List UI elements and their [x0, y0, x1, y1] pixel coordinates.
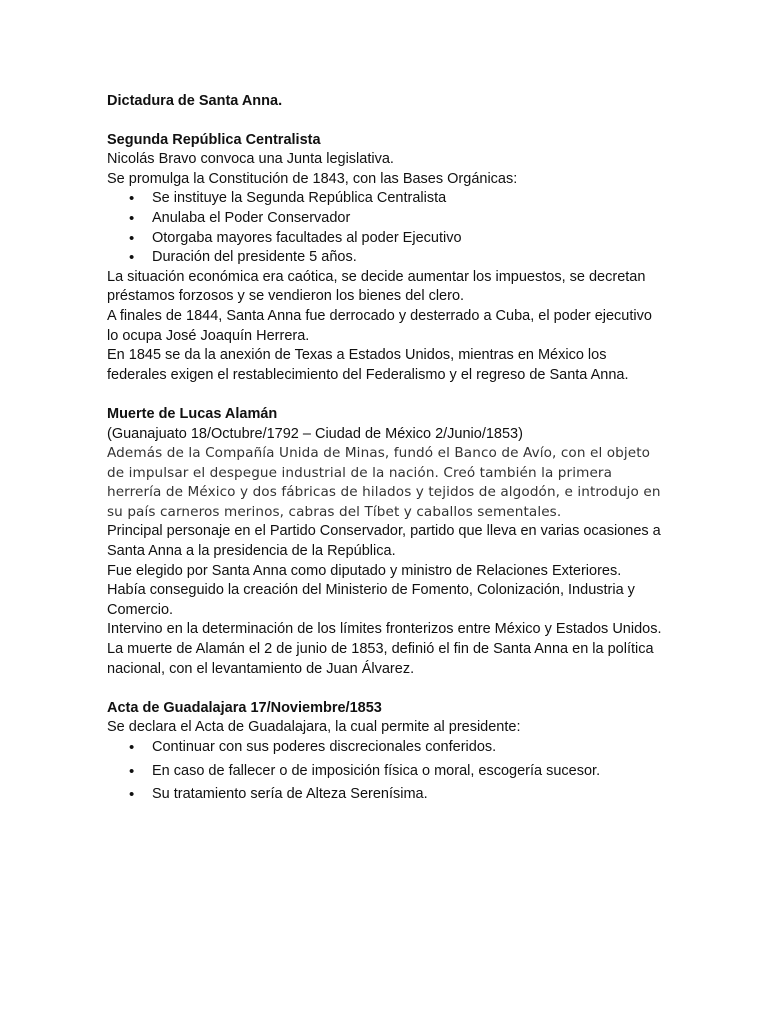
paragraph: Había conseguido la creación del Ministerio de Fomento, Colonización, Industria y Comercio.: [107, 582, 635, 618]
list-item: • Se instituye la Segunda República Centralista: [107, 189, 667, 209]
document-title: Dictadura de Santa Anna.: [107, 93, 283, 109]
paragraph: Además de la Compañía Unida de Minas, fundó el Banco de Avío, con el objeto de impulsar el despegue industrial de la nación. Creó también la primera herrería de México y dos fábricas de hilados y tejidos de algodón, e introdujo en su país carneros merinos, cabras del Tíbet y caballos sementales.: [107, 445, 661, 520]
list-item: • En caso de fallecer o de imposición física o moral, escogería sucesor.: [107, 762, 667, 782]
bullet-list: [107, 189, 667, 267]
paragraph: Se promulga la Constitución de 1843, con las Bases Orgánicas:: [107, 170, 518, 187]
section-lucas-alaman: [107, 405, 667, 679]
list-item: • Anulaba el Poder Conservador: [107, 209, 667, 229]
list-item: • Duración del presidente 5 años.: [107, 248, 667, 268]
paragraph: Fue elegido por Santa Anna como diputado y ministro de Relaciones Exteriores.: [107, 562, 622, 579]
section-heading: Acta de Guadalajara 17/Noviembre/1853: [107, 699, 382, 716]
paragraph: Principal personaje en el Partido Conservador, partido que lleva en varias ocasiones a Santa Anna a la presidencia de la República.: [107, 523, 661, 560]
section-heading: Segunda República Centralista: [107, 131, 321, 148]
bullet-list: [107, 738, 667, 805]
paragraph: Se declara el Acta de Guadalajara, la cual permite al presidente:: [107, 719, 521, 736]
list-item: • Su tratamiento sería de Alteza Serenísima.: [107, 785, 667, 805]
paragraph: En 1845 se da la anexión de Texas a Estados Unidos, mientras en México los federales exigen el restablecimiento del Federalismo y el regreso de Santa Anna.: [107, 347, 629, 383]
paragraph: La situación económica era caótica, se decide aumentar los impuestos, se decretan préstamos forzosos y se vendieron los bienes del clero.: [107, 268, 646, 305]
paragraph: Intervino en la determinación de los límites fronterizos entre México y Estados Unidos.: [107, 621, 662, 638]
paragraph: Nicolás Bravo convoca una Junta legislativa.: [107, 151, 394, 168]
paragraph: (Guanajuato 18/Octubre/1792 – Ciudad de México 2/Junio/1853): [107, 425, 523, 442]
list-item: • Continuar con sus poderes discrecionales conferidos.: [107, 738, 667, 758]
section-heading: Muerte de Lucas Alamán: [107, 405, 278, 422]
document-page: [107, 92, 667, 809]
paragraph: A finales de 1844, Santa Anna fue derrocado y desterrado a Cuba, el poder ejecutivo lo ocupa José Joaquín Herrera.: [107, 307, 652, 344]
section-segunda-republica: [107, 131, 667, 386]
section-acta-guadalajara: [107, 699, 667, 805]
list-item: • Otorgaba mayores facultades al poder Ejecutivo: [107, 229, 667, 249]
paragraph: La muerte de Alamán el 2 de junio de 1853, definió el fin de Santa Anna en la política nacional, con el levantamiento de Juan Álvarez.: [107, 641, 654, 677]
